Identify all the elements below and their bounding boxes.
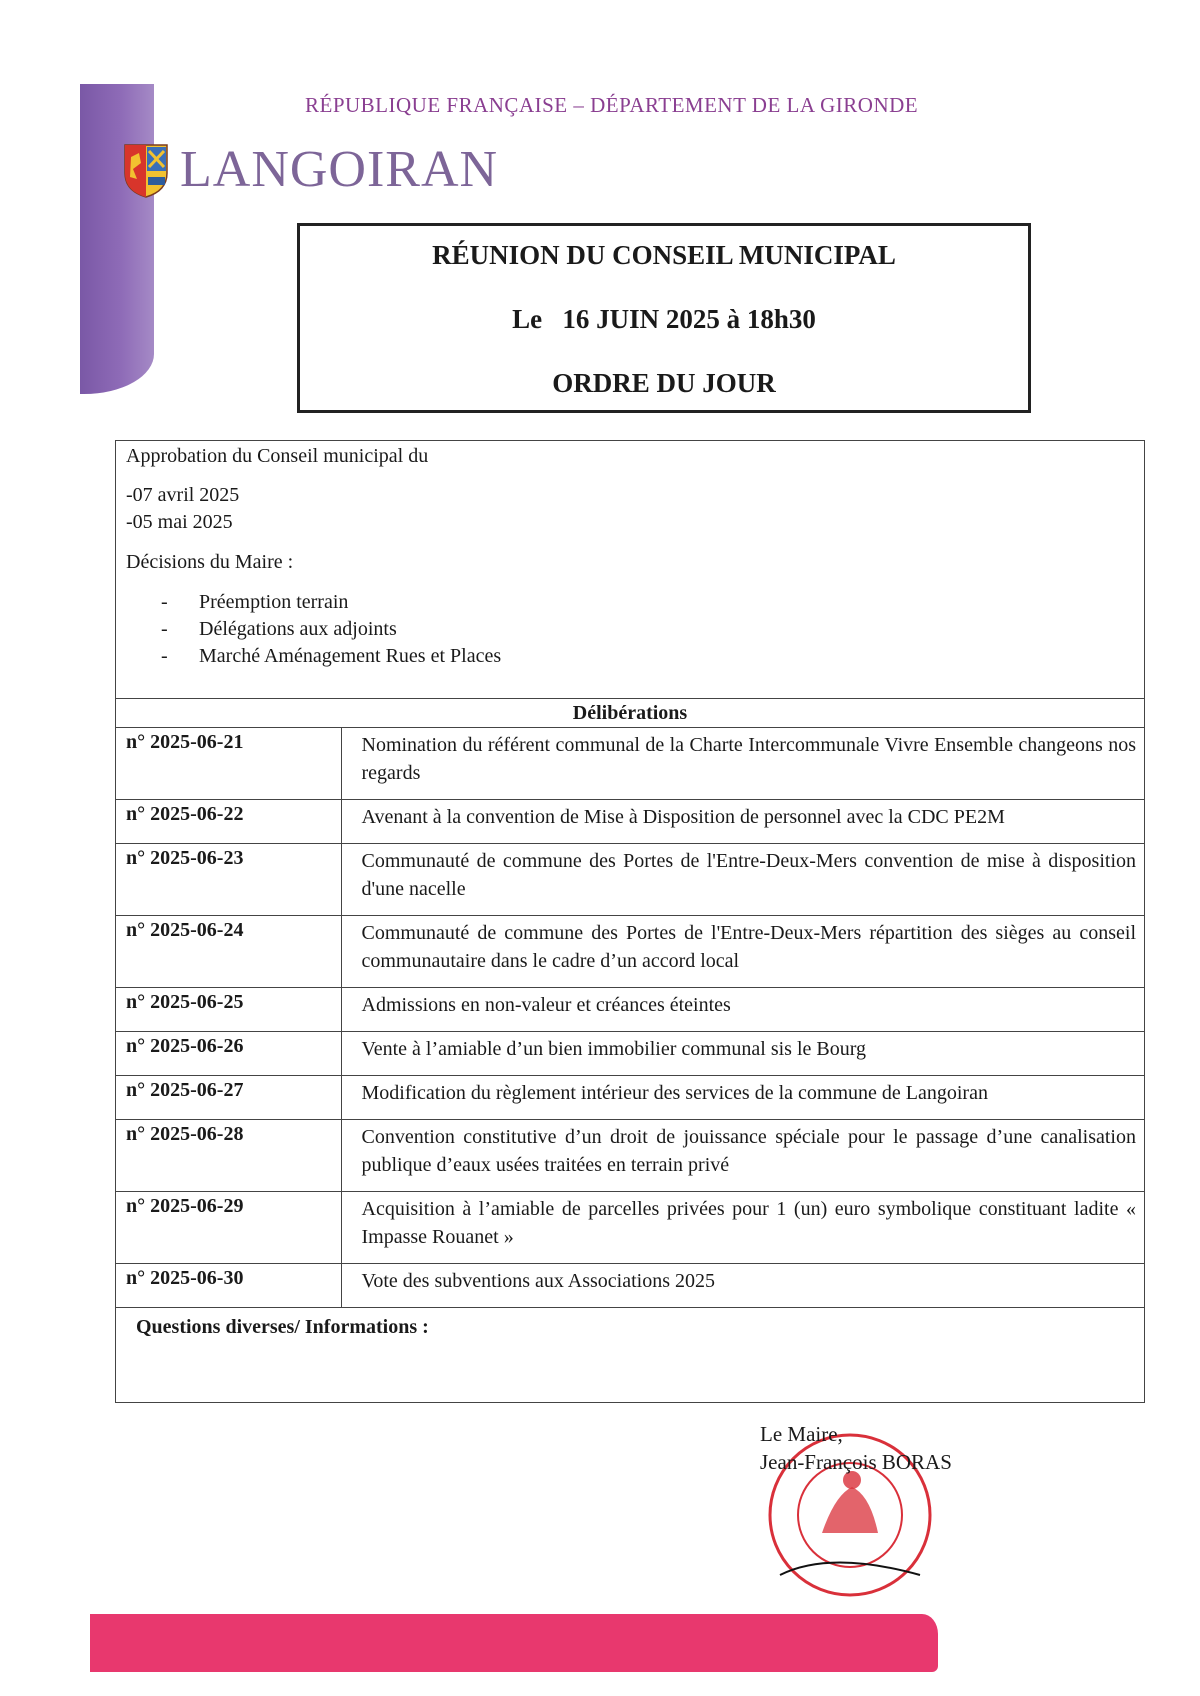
table-row	[116, 1120, 1144, 1192]
republique-heading: RÉPUBLIQUE FRANÇAISE – DÉPARTEMENT DE LA GIRONDE	[305, 93, 919, 117]
deliberations-heading-row	[116, 699, 1144, 728]
deliberation-number: n° 2025-06-22	[116, 800, 341, 844]
table-row	[116, 728, 1144, 800]
signature-name: Jean-François BORAS	[760, 1450, 952, 1474]
deliberations-heading: Délibérations	[116, 699, 1144, 728]
deliberation-text: Vote des subventions aux Associations 2025	[341, 1264, 1144, 1308]
meeting-header-box	[297, 223, 1031, 413]
deliberation-number: n° 2025-06-28	[116, 1120, 341, 1192]
deliberation-number: n° 2025-06-30	[116, 1264, 341, 1308]
deliberation-text: Communauté de commune des Portes de l'Entre-Deux-Mers convention de mise à disposition d'une nacelle	[341, 844, 1144, 916]
table-row	[116, 916, 1144, 988]
deliberation-number: n° 2025-06-26	[116, 1032, 341, 1076]
agenda-title: ORDRE DU JOUR	[552, 368, 776, 398]
deliberation-text: Admissions en non-valeur et créances éteintes	[341, 988, 1144, 1032]
deliberation-number: n° 2025-06-24	[116, 916, 341, 988]
meeting-date: Le 16 JUIN 2025 à 18h30	[512, 304, 816, 334]
approbation-date: -07 avril 2025	[126, 484, 240, 506]
deliberation-number: n° 2025-06-27	[116, 1076, 341, 1120]
agenda-intro: Approbation du Conseil municipal du -07 avril 2025 -05 mai 2025 Décisions du Maire : - Préemption terrain - Délégations aux adjoints - Marché Aménagement Rues et Places	[126, 445, 502, 667]
decorative-pink-bar	[90, 1614, 938, 1672]
coat-of-arms-icon	[123, 143, 169, 199]
table-row	[116, 1264, 1144, 1308]
deliberation-text: Communauté de commune des Portes de l'Entre-Deux-Mers répartition des sièges au conseil communautaire dans le cadre d’un accord local	[341, 916, 1144, 988]
table-row	[116, 800, 1144, 844]
deliberation-text: Nomination du référent communal de la Charte Intercommunale Vivre Ensemble changeons nos regards	[341, 728, 1144, 800]
deliberation-number: n° 2025-06-21	[116, 728, 341, 800]
decorative-purple-bar	[80, 84, 154, 394]
table-row	[116, 1076, 1144, 1120]
signature-block	[760, 1420, 952, 1476]
signature-role: Le Maire,	[760, 1422, 843, 1446]
deliberation-text: Vente à l’amiable d’un bien immobilier communal sis le Bourg	[341, 1032, 1144, 1076]
deliberation-text: Avenant à la convention de Mise à Disposition de personnel avec la CDC PE2M	[341, 800, 1144, 844]
questions-diverses: Questions diverses/ Informations :	[136, 1316, 429, 1338]
table-row	[116, 988, 1144, 1032]
deliberation-number: n° 2025-06-25	[116, 988, 341, 1032]
deliberations-table	[116, 698, 1144, 1308]
table-row	[116, 844, 1144, 916]
deliberation-number: n° 2025-06-29	[116, 1192, 341, 1264]
table-row	[116, 1032, 1144, 1076]
decisions-label: Décisions du Maire :	[126, 551, 294, 573]
table-row	[116, 1192, 1144, 1264]
approbation-date: -05 mai 2025	[126, 511, 233, 533]
town-name: LANGOIRAN	[180, 141, 499, 198]
agenda-box	[115, 440, 1145, 1403]
deliberation-text: Acquisition à l’amiable de parcelles privées pour 1 (un) euro symbolique constituant ladite « Impasse Rouanet »	[341, 1192, 1144, 1264]
deliberation-text: Convention constitutive d’un droit de jouissance spéciale pour le passage d’une canalisation publique d’eaux usées traitées en terrain privé	[341, 1120, 1144, 1192]
approbation-label: Approbation du Conseil municipal du	[126, 445, 429, 467]
deliberation-number: n° 2025-06-23	[116, 844, 341, 916]
deliberation-text: Modification du règlement intérieur des services de la commune de Langoiran	[341, 1076, 1144, 1120]
meeting-title: RÉUNION DU CONSEIL MUNICIPAL	[432, 240, 896, 270]
